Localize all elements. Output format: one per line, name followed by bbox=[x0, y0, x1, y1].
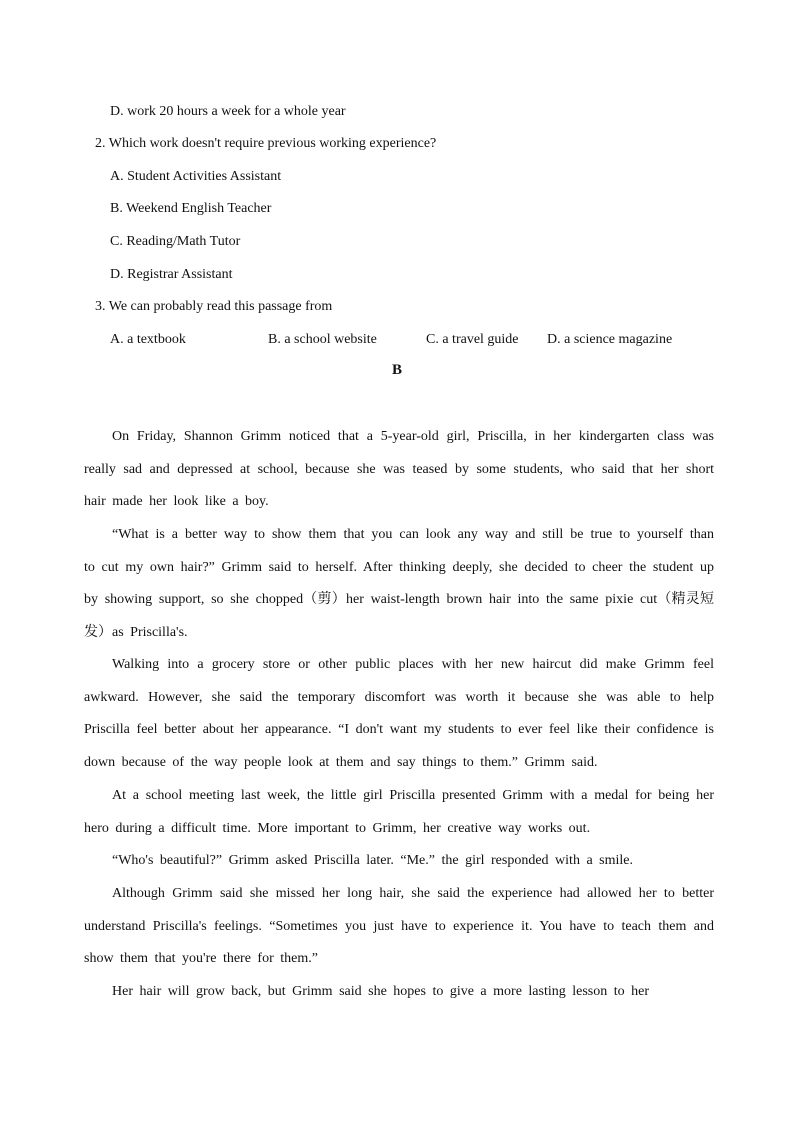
passage-paragraph-1: On Friday, Shannon Grimm noticed that a 5-year-old girl, Priscilla, in her kindergarten class was really sad and depressed at school, because she was teased by some students, who said that her short hair made her look like a boy. bbox=[84, 429, 714, 510]
passage-paragraph-2: “What is a better way to show them that you can look any way and still be true to yourself than to cut my own hair?” Grimm said to herself. After thinking deeply, she decided to cheer the student up by showing support, so she chopped（剪）her waist-length brown hair into the same pixie cut（精灵短发）as Priscilla's. bbox=[84, 527, 714, 640]
question-2-stem: 2. Which work doesn't require previous working experience? bbox=[95, 136, 437, 151]
question-3-option-c: C. a travel guide bbox=[426, 332, 519, 347]
question-2-option-d: D. Registrar Assistant bbox=[110, 267, 233, 282]
question-3-stem: 3. We can probably read this passage from bbox=[95, 299, 333, 314]
question-3-option-d: D. a science magazine bbox=[547, 332, 673, 347]
question-2-option-b: B. Weekend English Teacher bbox=[110, 201, 272, 216]
passage-paragraph-7: Her hair will grow back, but Grimm said she hopes to give a more lasting lesson to her bbox=[112, 984, 650, 999]
question-1-option-d: D. work 20 hours a week for a whole year bbox=[110, 104, 346, 119]
question-2-option-a: A. Student Activities Assistant bbox=[110, 169, 282, 184]
question-3-option-b: B. a school website bbox=[268, 332, 377, 347]
question-3-option-a: A. a textbook bbox=[110, 332, 186, 347]
question-3-options bbox=[0, 330, 794, 350]
question-2-option-c: C. Reading/Math Tutor bbox=[110, 234, 241, 249]
passage-paragraph-5: “Who's beautiful?” Grimm asked Priscilla later. “Me.” the girl responded with a smile. bbox=[112, 853, 633, 868]
passage-paragraph-6: Although Grimm said she missed her long hair, she said the experience had allowed her to better understand Priscilla's feelings. “Sometimes you just have to experience it. You have to teach them and show them that you're there for them.” bbox=[84, 886, 714, 967]
passage-paragraph-4: At a school meeting last week, the little girl Priscilla presented Grimm with a medal for being her hero during a difficult time. More important to Grimm, her creative way works out. bbox=[84, 788, 714, 836]
passage-paragraph-3: Walking into a grocery store or other public places with her new haircut did make Grimm feel awkward. However, she said the temporary discomfort was worth it because she was able to help Priscilla feel better about her appearance. “I don't want my students to ever feel like their confidence is down because of the way people look at them and say things to them.” Grimm said. bbox=[84, 657, 714, 770]
section-b-title: B bbox=[391, 362, 402, 378]
